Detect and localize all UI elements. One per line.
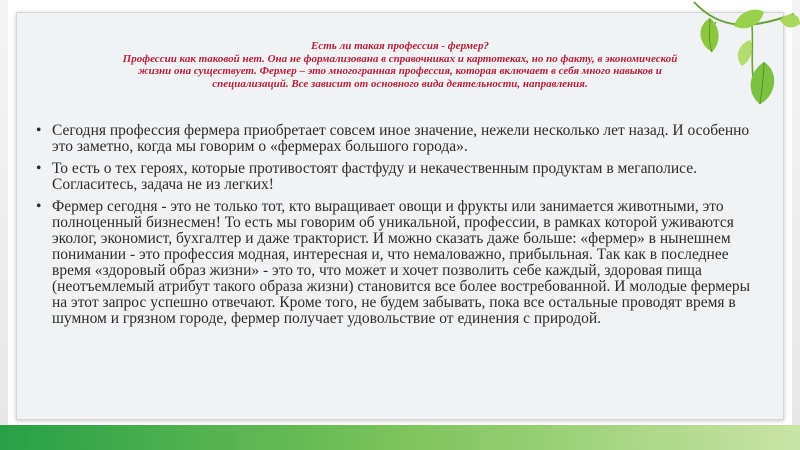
list-item-text: Сегодня профессия фермера приобретает совсем иное значение, нежели несколько лет назад. И особенно это заметно, когда мы говорим о «фермерах большого города».	[52, 122, 750, 155]
slide-subtitle-line: специализаций. Все зависит от основного вида деятельности, направления.	[212, 77, 588, 90]
bullet-icon: •	[36, 198, 42, 215]
list-item	[34, 161, 762, 193]
bullet-list	[34, 123, 762, 333]
bullet-icon: •	[36, 122, 42, 139]
slide-subtitle-line: Профессии как таковой нет. Она не формализована в справочниках и картотеках, но по факту, в экономической	[122, 52, 678, 65]
slide-heading	[40, 40, 760, 90]
list-item	[34, 123, 762, 155]
list-item-text: То есть о тех героях, которые противостоят фастфуду и некачественным продуктам в мегаполисе. Согласитесь, задача не из легких!	[52, 160, 697, 193]
slide-title: Есть ли такая профессия - фермер?	[311, 40, 489, 52]
left-edge	[0, 0, 8, 425]
slide-subtitle-line: жизни она существует. Фермер – это многогранная профессия, которая включает в себя много навыков и	[138, 65, 662, 77]
bottom-band	[0, 425, 800, 450]
bullet-icon: •	[36, 160, 42, 177]
list-item	[34, 199, 762, 327]
list-item-text: Фермер сегодня - это не только тот, кто выращивает овощи и фрукты или занимается животными, это полноценный бизнесмен! То есть мы говорим об уникальной, профессии, в рамках которой уживаются эколог, экономист, бухгалтер и даже тракторист. И можно сказать даже больше: «фермер» в нынешнем понимании - это профессия модная, интересная и, что немаловажно, прибыльная. Так как в последнее время «здоровый образ жизни» - это то, что может и хочет позволить себе каждый, здоровая пища (неотъемлемый атрибут такого образа жизни) становится все более востребованной. И молодые фермеры на этот запрос успешно отвечают. Кроме того, не будем забывать, пока все остальные проводят время в шумном и грязном городе, фермер получает удовольствие от единения с природой.	[52, 198, 751, 327]
